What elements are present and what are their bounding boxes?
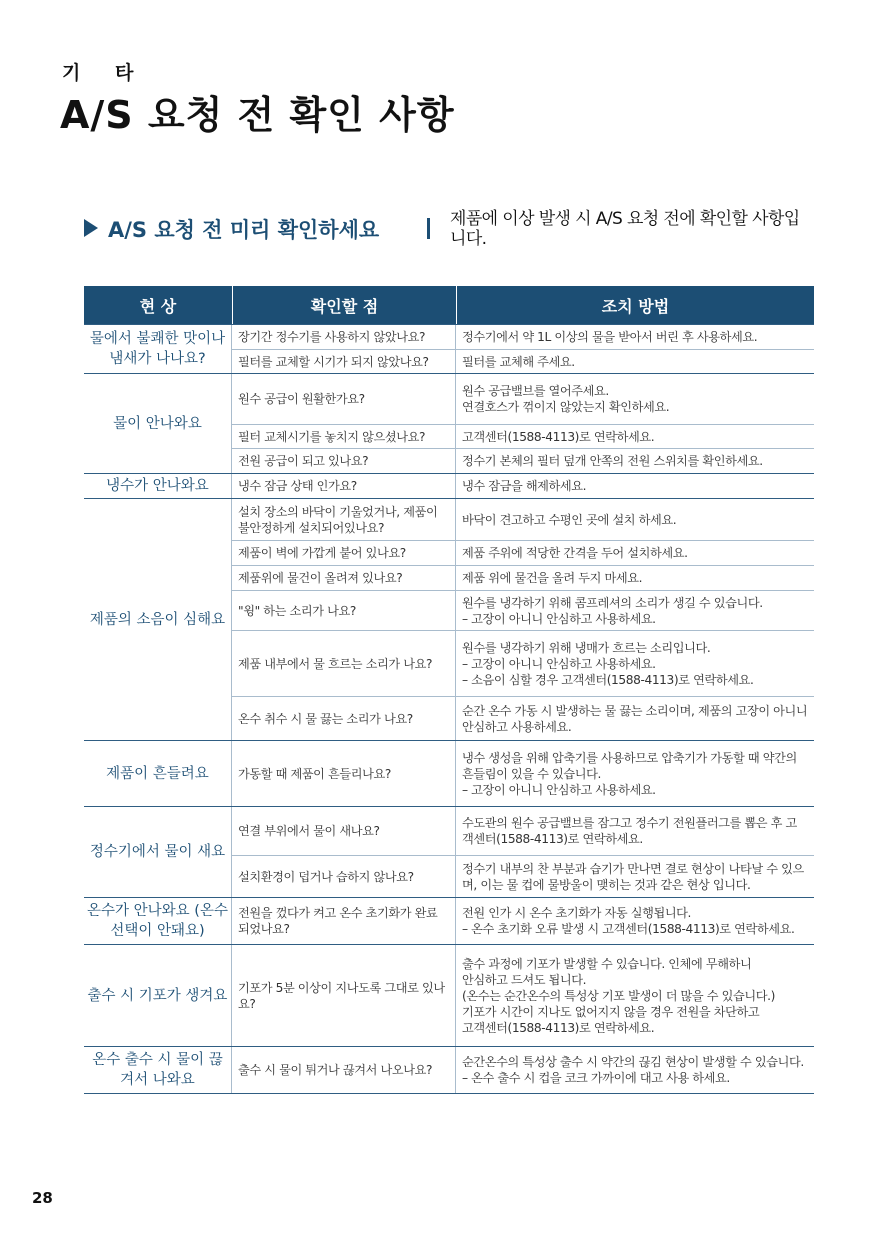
subheading-divider <box>427 218 430 239</box>
table-row <box>232 374 814 424</box>
action-cell: 전원 인가 시 온수 초기화가 자동 실행됩니다. – 온수 초기화 오류 발생 시 고객센터(1588-4113)로 연락하세요. <box>462 906 795 936</box>
column-header-action: 조치 방법 <box>456 286 814 324</box>
page-title: A/S 요청 전 확인 사항 <box>60 93 455 137</box>
action-cell: 순간온수의 특성상 출수 시 약간의 끊김 현상이 발생할 수 있습니다. – 온수 출수 시 컵을 코크 가까이에 대고 사용 하세요. <box>462 1055 804 1085</box>
table-row <box>232 898 814 944</box>
action-cell: 제품 주위에 적당한 간격을 두어 설치하세요. <box>462 546 688 560</box>
table-row <box>232 540 814 565</box>
table-row <box>232 1047 814 1093</box>
troubleshooting-table <box>84 286 814 1094</box>
check-cell: 필터 교체시기를 놓치지 않으셨나요? <box>232 425 456 448</box>
group-rows <box>232 807 814 897</box>
table-group <box>84 498 814 740</box>
phenomenon-cell: 물이 안나와요 <box>84 374 232 473</box>
phenomenon-cell: 온수가 안나와요 (온수 선택이 안돼요) <box>84 898 232 944</box>
phenomenon-cell: 제품이 흔들려요 <box>84 741 232 806</box>
table-body <box>84 324 814 1093</box>
check-cell: 장기간 정수기를 사용하지 않았나요? <box>232 325 456 349</box>
group-rows <box>232 325 814 373</box>
table-group <box>84 373 814 473</box>
phenomenon-cell: 제품의 소음이 심해요 <box>84 499 232 740</box>
table-row <box>232 349 814 373</box>
table-group <box>84 740 814 806</box>
check-cell: 원수 공급이 원활한가요? <box>232 374 456 424</box>
check-cell: 제품이 벽에 가깝게 붙어 있나요? <box>232 541 456 565</box>
check-cell: "윙" 하는 소리가 나요? <box>232 591 456 630</box>
check-cell: 전원 공급이 되고 있나요? <box>232 449 456 473</box>
phenomenon-cell: 온수 출수 시 물이 끊겨서 나와요 <box>84 1047 232 1093</box>
table-row <box>232 807 814 855</box>
action-cell: 원수를 냉각하기 위해 콤프레셔의 소리가 생길 수 있습니다. – 고장이 아니니 안심하고 사용하세요. <box>462 595 763 626</box>
check-cell: 가동할 때 제품이 흔들리나요? <box>232 741 456 806</box>
page-number: 28 <box>32 1189 53 1207</box>
triangle-bullet-icon <box>84 219 98 237</box>
check-cell: 제품위에 물건이 올려져 있나요? <box>232 566 456 590</box>
table-group <box>84 1046 814 1093</box>
check-cell: 온수 취수 시 물 끓는 소리가 나요? <box>232 697 456 740</box>
section-label: 기 타 <box>62 62 148 84</box>
column-header-check: 확인할 점 <box>232 286 456 324</box>
table-row <box>232 499 814 540</box>
subheading-title: A/S 요청 전 미리 확인하세요 <box>108 218 380 242</box>
action-cell: 정수기 본체의 필터 덮개 안쪽의 전원 스위치를 확인하세요. <box>462 454 763 468</box>
table-group <box>84 897 814 944</box>
table-group <box>84 806 814 897</box>
table-row <box>232 855 814 897</box>
table-group <box>84 324 814 373</box>
phenomenon-cell: 출수 시 기포가 생겨요 <box>84 945 232 1046</box>
action-cell: 정수기에서 약 1L 이상의 물을 받아서 버린 후 사용하세요. <box>462 330 758 344</box>
check-cell: 제품 내부에서 물 흐르는 소리가 나요? <box>232 631 456 696</box>
check-cell: 전원을 껐다가 켜고 온수 초기화가 완료 되었나요? <box>232 898 456 944</box>
action-cell: 원수를 냉각하기 위해 냉매가 흐르는 소리입니다. – 고장이 아니니 안심하고 사용하세요. – 소음이 심할 경우 고객센터(1588-4113)로 연락하세요. <box>462 640 754 687</box>
action-cell: 바닥이 견고하고 수평인 곳에 설치 하세요. <box>462 512 677 527</box>
subheading-note: 제품에 이상 발생 시 A/S 요청 전에 확인할 사항입니다. <box>450 209 800 249</box>
action-cell: 냉수 생성을 위해 압축기를 사용하므로 압축기가 가동할 때 약간의 흔들림이 있을 수 있습니다. – 고장이 아니니 안심하고 사용하세요. <box>462 750 797 797</box>
table-row <box>232 424 814 448</box>
table-group <box>84 944 814 1046</box>
group-rows <box>232 898 814 944</box>
action-cell: 필터를 교체해 주세요. <box>462 354 575 369</box>
check-cell: 설치환경이 덥거나 습하지 않나요? <box>232 856 456 897</box>
action-cell: 출수 과정에 기포가 발생할 수 있습니다. 인체에 무해하니 안심하고 드셔도 됩니다. (온수는 순간온수의 특성상 기포 발생이 더 많을 수 있습니다.) 기포가 시간이 지나도 없어지지 않을 경우 전원을 차단하고 고객센터(1588-4113)로 연락하세요. <box>462 956 775 1035</box>
subheading <box>84 209 804 256</box>
check-cell: 설치 장소의 바닥이 기울었거나, 제품이 불안정하게 설치되어있나요? <box>232 499 456 540</box>
check-cell: 출수 시 물이 튀거나 끊겨서 나오나요? <box>232 1047 456 1093</box>
group-rows <box>232 474 814 498</box>
table-row <box>232 590 814 630</box>
check-cell: 연결 부위에서 물이 새나요? <box>232 807 456 855</box>
table-row <box>232 565 814 590</box>
table-row <box>232 945 814 1046</box>
table-row <box>232 325 814 349</box>
group-rows <box>232 945 814 1046</box>
action-cell: 냉수 잠금을 해제하세요. <box>462 479 587 493</box>
group-rows <box>232 374 814 473</box>
table-row <box>232 696 814 740</box>
table-header <box>84 286 814 324</box>
action-cell: 순간 온수 가동 시 발생하는 물 끓는 소리이며, 제품의 고장이 아니니 안심하고 사용하세요. <box>462 703 808 734</box>
group-rows <box>232 499 814 740</box>
phenomenon-cell: 정수기에서 물이 새요 <box>84 807 232 897</box>
action-cell: 정수기 내부의 찬 부분과 습기가 만나면 결로 현상이 나타날 수 있으며, 이는 물 컵에 물방울이 맺히는 것과 같은 현상 입니다. <box>462 861 804 892</box>
table-row <box>232 474 814 498</box>
phenomenon-cell: 물에서 불쾌한 맛이나 냄새가 나나요? <box>84 325 232 373</box>
table-row <box>232 448 814 473</box>
table-row <box>232 630 814 696</box>
phenomenon-cell: 냉수가 안나와요 <box>84 474 232 498</box>
action-cell: 원수 공급밸브를 열어주세요. 연결호스가 꺾이지 않았는지 확인하세요. <box>462 384 670 414</box>
check-cell: 냉수 잠금 상태 인가요? <box>232 474 456 498</box>
group-rows <box>232 741 814 806</box>
group-rows <box>232 1047 814 1093</box>
table-row <box>232 741 814 806</box>
action-cell: 제품 위에 물건을 올려 두지 마세요. <box>462 571 643 585</box>
check-cell: 필터를 교체할 시기가 되지 않았나요? <box>232 350 456 373</box>
action-cell: 고객센터(1588-4113)로 연락하세요. <box>462 429 655 444</box>
action-cell: 수도관의 원수 공급밸브를 잠그고 정수기 전원플러그를 뽑은 후 고객센터(1588-4113)로 연락하세요. <box>462 816 797 846</box>
check-cell: 기포가 5분 이상이 지나도록 그대로 있나요? <box>232 945 456 1046</box>
table-group <box>84 473 814 498</box>
column-header-phenomenon: 현 상 <box>139 296 177 316</box>
